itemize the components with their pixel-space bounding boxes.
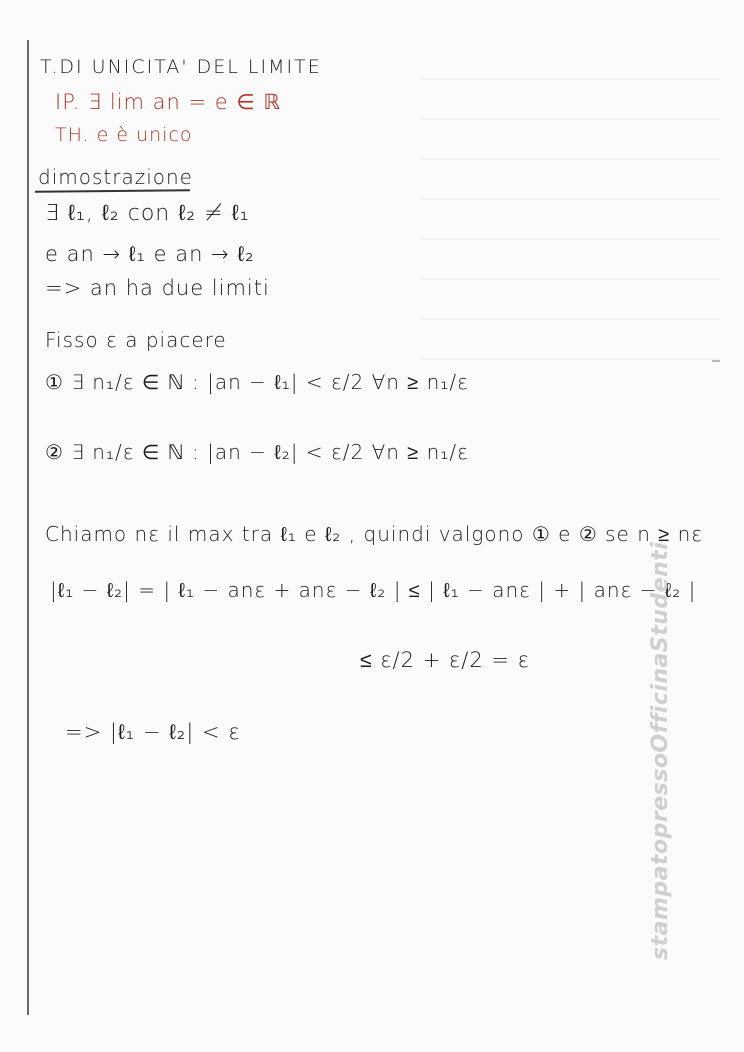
proof-heading-underline: [35, 189, 190, 193]
proof-line: ① ∃ n₁/ε ∈ ℕ : |an − ℓ₁| < ε/2 ∀n ≥ n₁/ε: [45, 370, 469, 394]
watermark: stampatopressoOfficinaStudenti: [648, 541, 673, 960]
margin-line: [27, 40, 29, 1015]
proof-line: ∃ ℓ₁, ℓ₂ con ℓ₂ ≠ ℓ₁: [45, 201, 250, 226]
proof-heading: dimostrazione: [38, 165, 193, 189]
proof-line: ≤ ε/2 + ε/2 = ε: [360, 648, 531, 672]
proof-line: e an → ℓ₁ e an → ℓ₂: [45, 242, 255, 266]
proof-line: ② ∃ n₁/ε ∈ ℕ : |an − ℓ₂| < ε/2 ∀n ≥ n₁/ε: [45, 440, 469, 464]
proof-line: Chiamo nε il max tra ℓ₁ e ℓ₂ , quindi valgono ① e ② se n ≥ nε: [45, 522, 704, 546]
thesis-line: TH. e è unico: [55, 124, 193, 146]
proof-line: => |ℓ₁ − ℓ₂| < ε: [65, 720, 241, 744]
proof-line: Fisso ε a piacere: [45, 328, 227, 352]
proof-line: => an ha due limiti: [45, 276, 270, 300]
theorem-title: T.DI UNICITA' DEL LIMITE: [40, 56, 322, 78]
hypothesis-line: IP. ∃ lim an = e ∈ ℝ: [55, 90, 282, 114]
proof-line: |ℓ₁ − ℓ₂| = | ℓ₁ − anε + anε − ℓ₂ | ≤ | ℓ₁ − anε | + | anε − ℓ₂ |: [50, 578, 697, 602]
show-through-ruling: [420, 40, 720, 370]
edge-mark: [712, 360, 720, 362]
